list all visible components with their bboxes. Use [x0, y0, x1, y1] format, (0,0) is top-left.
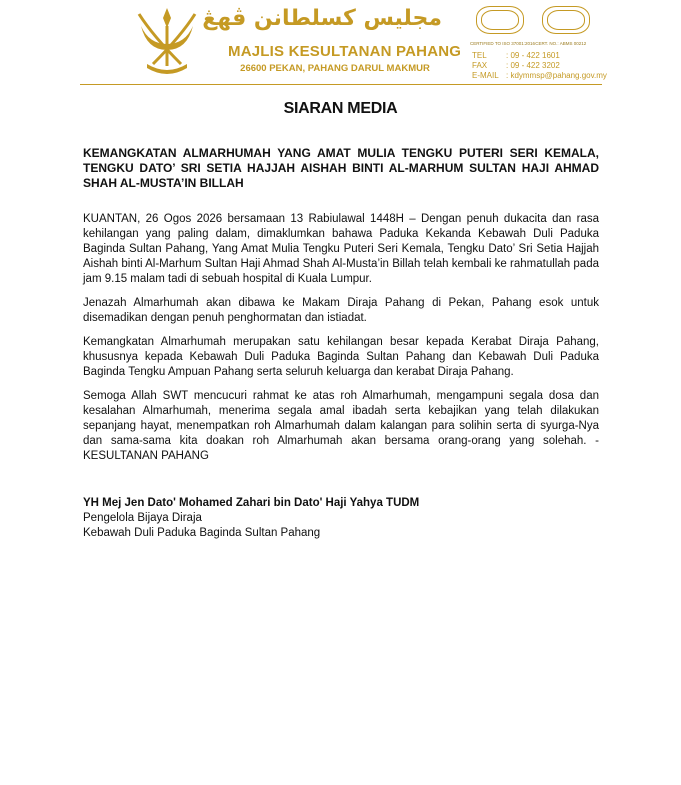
press-release-body [83, 212, 599, 473]
email-label: E-MAIL [472, 71, 499, 80]
certification-labels [470, 41, 600, 46]
email-row [472, 71, 672, 81]
institution-name-jawi: مجليس كسلطانن ڤهڠ [202, 6, 442, 31]
email-value[interactable]: : kdymmsp@pahang.gov.my [506, 71, 607, 80]
fax-value: : 09 - 422 3202 [506, 61, 560, 70]
iso-certification-badge [476, 6, 524, 34]
letterhead [0, 0, 681, 96]
press-release-headline: KEMANGKATAN ALMARHUMAH YANG AMAT MULIA TENGKU PUTERI SERI KEMALA, TENGKU DATO’ SRI SETIA HAJJAH AISHAH BINTI AL-MARHUM SULTAN HAJI AHMAD SHAH AL-MUSTA’IN BILLAH [83, 146, 599, 190]
tel-label: TEL [472, 51, 487, 60]
signatory-office: Kebawah Duli Paduka Baginda Sultan Pahang [83, 527, 321, 539]
phone-row [472, 51, 672, 61]
certification-number: CERT. NO.: ABMS 00212 [535, 41, 587, 46]
paragraph: Kemangkatan Almarhumah merupakan satu kehilangan besar kepada Kerabat Diraja Pahang, khususnya kepada Kebawah Duli Paduka Baginda Sultan Pahang dan Kebawah Duli Paduka Baginda Tengku Ampuan Pahang serta seluruh keluarga dan kerabat Diraja Pahang. [83, 336, 599, 378]
royal-crest-logo [133, 6, 201, 76]
institution-name: MAJLIS KESULTANAN PAHANG [228, 43, 462, 60]
fax-label: FAX [472, 61, 488, 70]
signature-block [83, 496, 599, 541]
signatory-name: YH Mej Jen Dato' Mohamed Zahari bin Dato' Haji Yahya TUDM [83, 497, 420, 509]
tel-value: : 09 - 422 1601 [506, 51, 560, 60]
fax-row [472, 61, 672, 71]
standards-certification-badge [542, 6, 590, 34]
paragraph: Jenazah Almarhumah akan dibawa ke Makam Diraja Pahang di Pekan, Pahang esok untuk disemadikan dengan penuh penghormatan dan istiadat. [83, 297, 599, 324]
document-title: SIARAN MEDIA [283, 100, 398, 117]
certification-standard: CERTIFIED TO ISO 37001:2016 [470, 41, 536, 46]
certification-badges [470, 6, 600, 40]
institution-address: 26600 PEKAN, PAHANG DARUL MAKMUR [240, 63, 430, 74]
paragraph: Semoga Allah SWT mencucuri rahmat ke atas roh Almarhumah, mengampuni segala dosa dan kesalahan Almarhumah, menerima segala amal ibadah serta kebajikan yang telah dilakukan sepanjang hayat, menempatkan roh Almarhumah dalam kalangan para solihin serta di syurga-Nya dan sama-sama kita doakan roh Almarhumah akan bersama orang-orang yang solehah. - KESULTANAN PAHANG [83, 390, 599, 462]
contact-block [472, 51, 672, 81]
signatory-position: Pengelola Bijaya Diraja [83, 512, 202, 524]
header-divider [80, 84, 602, 85]
paragraph: KUANTAN, 26 Ogos 2026 bersamaan 13 Rabiulawal 1448H – Dengan penuh dukacita dan rasa kehilangan yang paling dalam, dimaklumkan bahawa Paduka Kekanda Kebawah Duli Paduka Baginda Sultan Pahang, Yang Amat Mulia Tengku Puteri Seri Kemala, Tengku Dato’ Sri Setia Hajjah Aishah binti Al-Marhum Sultan Haji Ahmad Shah Al-Musta’in Billah telah kembali ke rahmatullah pada jam 9.15 malam tadi di sebuah hospital di Kuala Lumpur. [83, 213, 599, 285]
